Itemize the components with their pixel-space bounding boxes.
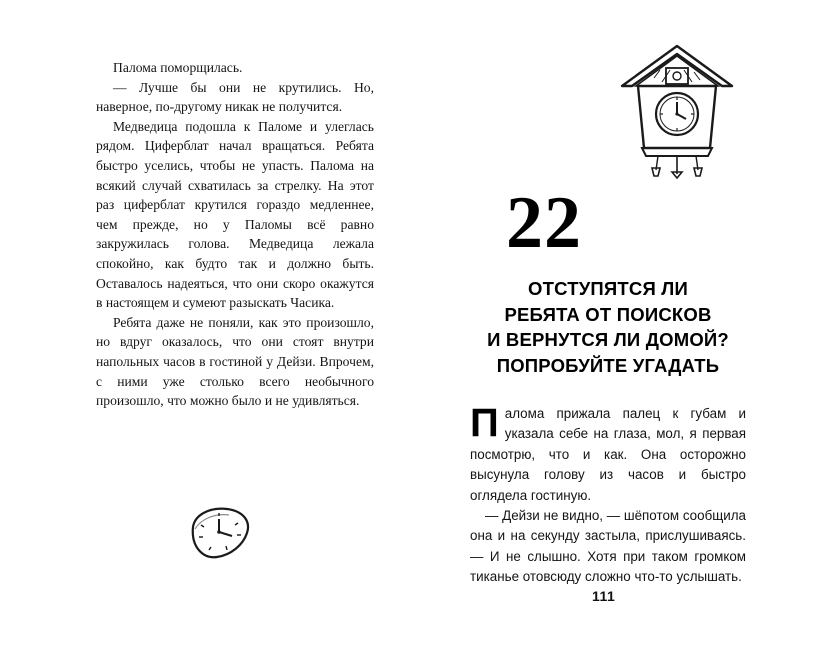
paragraph-text: алома прижала палец к губам и указала себе на глаза, мол, я первая посмотрю, что и как. Она осторожно высунула голову из часов и быстро оглядела гостиную. xyxy=(470,406,746,503)
chapter-illustration-area xyxy=(470,40,746,180)
left-page-text-column xyxy=(96,58,374,411)
melting-clock-doodle-icon xyxy=(185,505,255,565)
right-page-column xyxy=(470,40,746,588)
paragraph: Ребята даже не поняли, как это произошло, но вдруг оказалось, что они стоят внутри напольных часов в гостиной у Дейзи. Впрочем, с ними уже столько всего необычного произошло, что можно было и не удивляться. xyxy=(96,314,374,409)
page-number: 111 xyxy=(592,588,616,604)
paragraph: — Дейзи не видно, — шёпотом сообщила она и на секунду застыла, прислушиваясь. — И не слышно. Хотя при таком громком тиканье отовсюду сложно что-то услышать. xyxy=(470,508,746,585)
chapter-title-line: ПОПРОБУЙТЕ УГАДАТЬ xyxy=(496,354,720,376)
chapter-title xyxy=(470,276,746,378)
cuckoo-clock-icon xyxy=(614,40,740,180)
paragraph-with-dropcap xyxy=(470,401,746,506)
chapter-number: 22 xyxy=(506,182,582,264)
paragraph: Палома поморщилась. xyxy=(113,60,243,75)
chapter-title-line: ОТСТУПЯТСЯ ЛИ xyxy=(528,278,688,299)
chapter-title-line: И ВЕРНУТСЯ ЛИ ДОМОЙ? xyxy=(487,329,729,350)
chapter-title-line: РЕБЯТА ОТ ПОИСКОВ xyxy=(504,303,712,325)
paragraph: — Лучше бы они не крутились. Но, наверное, по-другому никак не получится. xyxy=(96,79,374,115)
paragraph: Медведица подошла к Паломе и улеглась рядом. Циферблат начал вращаться. Ребята быстро уселись, чтобы не упасть. Палома на всякий случай схватилась за стрелку. На этот раз циферблат крутился гораздо медленнее, чем прежде, но у Паломы всё равно закружилась голова. Медведица лежала спокойно, как будто так и должно быть. Оставалось надеяться, что они скоро окажутся в настоящем и сумеют разыскать Часика. xyxy=(96,118,374,311)
drop-cap: П xyxy=(470,401,499,445)
